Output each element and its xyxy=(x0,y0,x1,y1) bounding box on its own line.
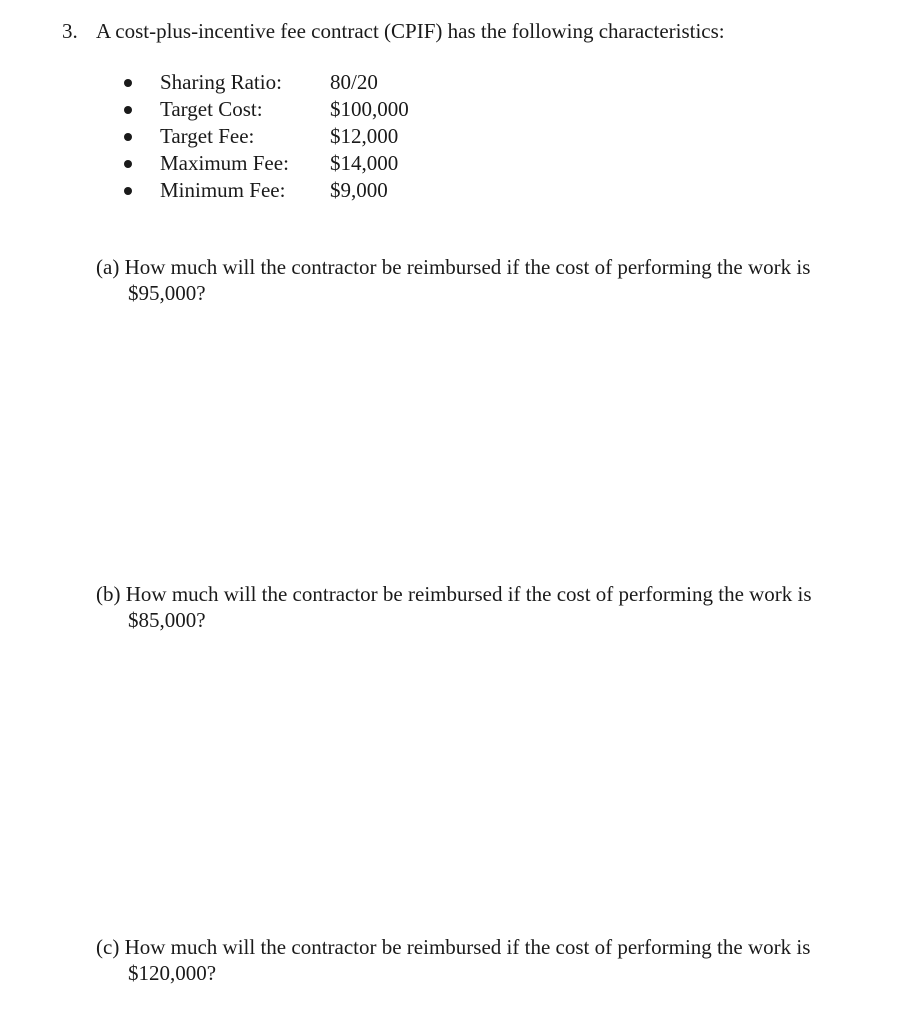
sub-question-letter: (b) xyxy=(96,582,121,606)
characteristic-label: Maximum Fee: xyxy=(160,151,289,175)
characteristic-label: Target Fee: xyxy=(160,124,255,148)
sub-question-amount: $120,000? xyxy=(128,961,217,986)
sub-question-text: How much will the contractor be reimbursed if the cost of performing the work is xyxy=(124,255,811,279)
question-number: 3. xyxy=(62,19,78,43)
characteristic-value: 80/20 xyxy=(330,70,378,94)
characteristic-value: $12,000 xyxy=(330,124,399,148)
sub-question-letter: (c) xyxy=(96,935,120,959)
bullet-icon xyxy=(124,79,132,87)
bullet-icon xyxy=(124,160,132,168)
bullet-icon xyxy=(124,187,132,195)
sub-question-letter: (a) xyxy=(96,255,120,279)
characteristic-label: Sharing Ratio: xyxy=(160,70,282,94)
sub-question-line xyxy=(96,254,856,280)
question-text: A cost-plus-incentive fee contract (CPIF) has the following characteristics: xyxy=(96,19,725,43)
sub-question-line xyxy=(96,581,856,607)
sub-question-amount: $95,000? xyxy=(128,281,206,306)
sub-question-c xyxy=(96,934,856,987)
question-header xyxy=(62,18,725,44)
characteristic-value: $14,000 xyxy=(330,151,399,175)
bullet-icon xyxy=(124,106,132,114)
characteristic-value: $9,000 xyxy=(330,178,388,202)
sub-question-b xyxy=(96,581,856,634)
characteristic-value: $100,000 xyxy=(330,97,409,121)
sub-question-amount: $85,000? xyxy=(128,608,206,633)
sub-question-a xyxy=(96,254,856,307)
characteristic-label: Minimum Fee: xyxy=(160,178,286,202)
characteristic-label: Target Cost: xyxy=(160,97,263,121)
bullet-icon xyxy=(124,133,132,141)
sub-question-text: How much will the contractor be reimbursed if the cost of performing the work is xyxy=(125,582,812,606)
sub-question-line xyxy=(96,934,856,960)
sub-question-text: How much will the contractor be reimbursed if the cost of performing the work is xyxy=(124,935,811,959)
